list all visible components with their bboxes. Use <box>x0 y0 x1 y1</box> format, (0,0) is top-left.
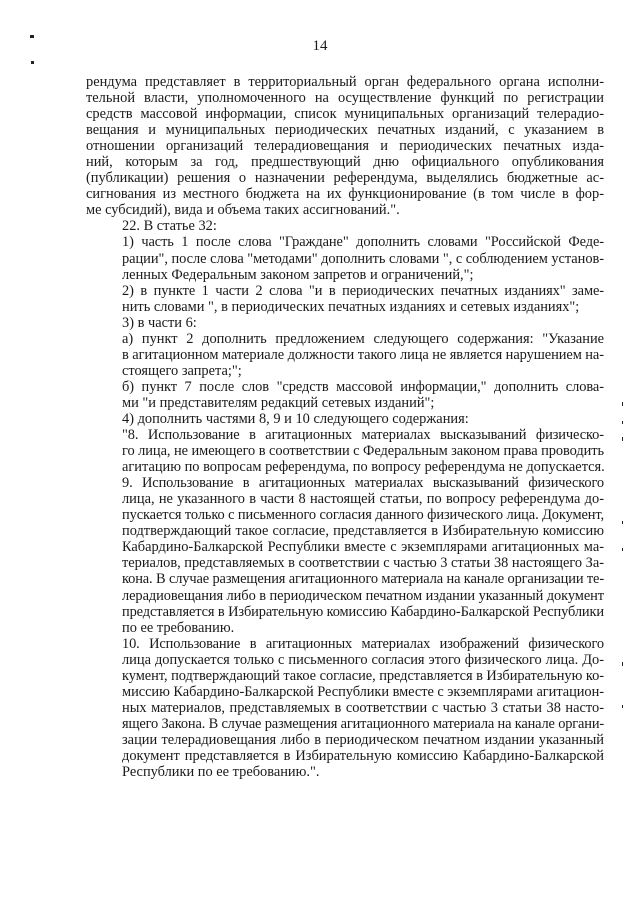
text-line: кона. В случае размещения агитационного материала на канале организации те- <box>122 571 604 588</box>
text-line: представляется в Избирательную комиссию Кабардино-Балкарской Республики <box>122 603 604 620</box>
text-line: ме субсидий), вида и объема таких ассигнований.". <box>86 202 400 219</box>
scan-mark-right-4 <box>622 521 623 524</box>
text-line: средств массовой информации, список муниципальных организаций телерадио- <box>86 106 604 123</box>
text-line: зации телерадиовещания либо в периодическом печатном издании указанный <box>122 731 604 748</box>
text-line: рации", после слова "методами" дополнить словами ", с соблюдением установ- <box>122 250 604 267</box>
text-line: вещания и муниципальных периодических печатных изданий, с указанием в <box>86 122 604 139</box>
text-line: миссию Кабардино-Балкарской Республики вместе с экземплярами агитацион- <box>122 683 604 700</box>
text-line: документ представляется в Избирательную комиссию Кабардино-Балкарской <box>122 747 604 764</box>
scan-mark-right-5 <box>622 548 623 551</box>
text-line: 22. В статье 32: <box>122 218 217 235</box>
text-line: го лица, не имеющего в соответствии с Федеральным законом права проводить <box>122 443 604 460</box>
text-line: нить словами ", в периодических печатных изданиях и сетевых изданиях"; <box>122 298 580 315</box>
scan-mark-right-2 <box>622 421 623 424</box>
scan-mark-right-3 <box>622 437 623 441</box>
text-line: лерадиовещания либо в периодическом печатном издании указанный документ <box>122 587 604 604</box>
paragraph <box>86 218 604 234</box>
text-line: отношении организаций телерадиовещания и периодических печатных изда- <box>86 138 604 155</box>
text-line: в агитационном материале должности такого лица не является нарушением на- <box>122 346 604 363</box>
paragraph <box>86 74 604 218</box>
text-line: ний, которым за год, предшествующий дню официального опубликования <box>86 154 604 171</box>
scan-mark-left-top <box>30 35 34 38</box>
text-line: 4) дополнить частями 8, 9 и 10 следующего содержания: <box>122 410 469 427</box>
paragraph <box>86 411 604 427</box>
text-line: ящего Закона. В случае размещения агитационного материала на канале органи- <box>122 715 604 732</box>
text-line: лица, не указанного в части 8 настоящей статьи, по вопросу референдума до- <box>122 491 604 508</box>
scan-mark-right-7 <box>622 705 623 708</box>
text-line: 10. Использование в агитационных материалах изображений физического <box>122 635 604 652</box>
text-line: пускается только с письменного согласия данного физического лица. Документ, <box>122 507 604 524</box>
scan-mark-left-second <box>31 61 34 64</box>
text-line: териалов, представляемых в соответствии с частью 3 статьи 38 настоящего За- <box>122 555 604 572</box>
text-line: стоящего запрета;"; <box>122 362 242 379</box>
scan-mark-right-1 <box>622 402 623 406</box>
text-line: кумент, подтверждающий такое согласие, представляется в Избирательную ко- <box>122 667 604 684</box>
document-body <box>86 74 604 780</box>
text-line: тельной власти, уполномоченного на осуществление функций по регистрации <box>86 90 604 107</box>
text-line: а) пункт 2 дополнить предложением следующего содержания: "Указание <box>122 330 604 347</box>
text-line: сигнования из местного бюджета на их функционирование (в том числе в фор- <box>86 186 604 203</box>
paragraph <box>86 315 604 331</box>
text-line: по ее требованию. <box>122 619 235 636</box>
text-line: (публикации) решения о назначении референдума, выделялись бюджетные ас- <box>86 170 604 187</box>
text-line: 1) часть 1 после слова "Граждане" дополнить словами "Российской Феде- <box>122 234 604 251</box>
paragraph <box>86 283 604 315</box>
page-number: 14 <box>312 38 328 54</box>
text-line: ленных Федеральным законом запретов и ограничений,"; <box>122 266 474 283</box>
text-line: б) пункт 7 после слов "средств массовой информации," дополнить слова- <box>122 378 604 395</box>
text-line: рендума представляет в территориальный орган федерального органа исполни- <box>86 74 604 90</box>
text-line: Кабардино-Балкарской Республики вместе с экземплярами агитационных ма- <box>122 539 604 556</box>
paragraph <box>86 379 604 411</box>
text-line: "8. Использование в агитационных материалах высказываний физическо- <box>122 427 604 444</box>
text-line: ных материалов, представляемых в соответствии с частью 3 статьи 38 насто- <box>122 699 604 716</box>
text-line: 9. Использование в агитационных материалах высказываний физического <box>122 475 604 492</box>
text-line: лица допускается только с письменного согласия этого физического лица. До- <box>122 651 604 668</box>
paragraph <box>86 331 604 379</box>
paragraph <box>86 427 604 475</box>
text-line: 2) в пункте 1 части 2 слова "и в периодических печатных изданиях" заме- <box>122 282 604 299</box>
text-line: 3) в части 6: <box>122 314 197 331</box>
text-line: ми "и представителям редакций сетевых изданий"; <box>122 394 435 411</box>
paragraph <box>86 475 604 635</box>
paragraph <box>86 636 604 780</box>
text-line: подтверждающий такое согласие, представляется в Избирательную комиссию <box>122 523 604 540</box>
scan-mark-right-6 <box>622 662 623 666</box>
paragraph <box>86 234 604 282</box>
text-line: Республики по ее требованию.". <box>122 764 320 781</box>
text-line: агитацию по вопросам референдума, по вопросу референдума не допускается. <box>122 459 605 476</box>
